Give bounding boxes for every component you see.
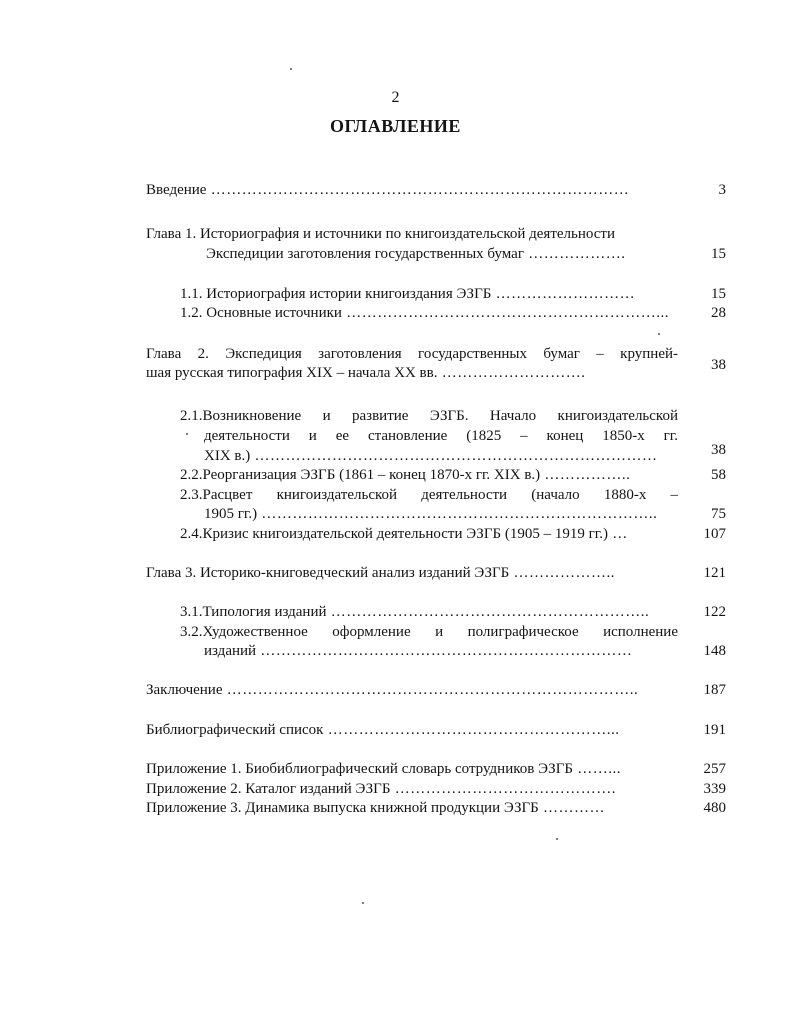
toc-entry-ch1-line1: Глава 1. Историография и источники по книгоиздательской деятельности	[146, 226, 616, 242]
toc-page-s23: 75	[711, 506, 726, 522]
scan-speck	[362, 902, 364, 904]
toc-entry-ch2-line2: шая русская типография XIX – начала XX вв. ……………………….	[146, 365, 586, 381]
toc-entry-ch3: Глава 3. Историко-книговедческий анализ изданий ЭЗГБ ………………..	[146, 565, 616, 581]
toc-entry-bibliography: Библиографический список ………………………………………………...	[146, 722, 620, 738]
toc-entry-s32-line2: изданий ………………………………………………………………	[204, 643, 633, 659]
toc-entry-s31: 3.1.Типология изданий ……………………………………………………..	[180, 604, 650, 620]
toc-entry-s21-line2: деятельности и ее становление (1825 – конец 1850-х гг.	[204, 428, 678, 444]
toc-page-bibliography: 191	[703, 722, 726, 738]
toc-page-ch2: 38	[711, 357, 726, 373]
page-title: ОГЛАВЛЕНИЕ	[330, 116, 461, 136]
toc-entry-s24: 2.4.Кризис книгоиздательской деятельности ЭЗГБ (1905 – 1919 гг.) …	[180, 526, 628, 542]
scan-speck	[290, 68, 292, 70]
toc-entry-s32-line1: 3.2.Художественное оформление и полиграфическое исполнение	[180, 624, 678, 640]
toc-entry-s21-line3: XIX в.) ……………………………………………………………………	[204, 448, 658, 464]
toc-page-appendix-1: 257	[703, 761, 726, 777]
toc-entry-s11: 1.1. Историография истории книгоиздания ЭЗГБ ………………………	[180, 286, 636, 302]
toc-page-s24: 107	[703, 526, 726, 542]
toc-entry-s23-line2: 1905 гг.) …………………………………………………………………..	[204, 506, 658, 522]
toc-entry-s12: 1.2. Основные источники ……………………………………………………...	[180, 305, 669, 321]
toc-page-ch1: 15	[711, 246, 726, 262]
scan-speck	[658, 333, 660, 335]
toc-page-appendix-3: 480	[703, 800, 726, 816]
toc-entry-appendix-1: Приложение 1. Биобиблиографический словарь сотрудников ЭЗГБ ……...	[146, 761, 621, 777]
toc-page-s22: 58	[711, 467, 726, 483]
scan-speck	[556, 838, 558, 840]
toc-entry-appendix-3: Приложение 3. Динамика выпуска книжной продукции ЭЗГБ …………	[146, 800, 605, 816]
toc-entry-ch1-line2: Экспедиции заготовления государственных бумаг ……………….	[206, 246, 626, 262]
toc-page-s11: 15	[711, 286, 726, 302]
toc-entry-conclusion: Заключение ……………………………………………………………………..	[146, 682, 639, 698]
page-number: 2	[391, 89, 400, 106]
toc-page-s32: 148	[703, 643, 726, 659]
toc-page-intro: 3	[718, 182, 726, 198]
toc-page-s31: 122	[703, 604, 726, 620]
toc-page-s12: 28	[711, 305, 726, 321]
toc-entry-intro: Введение ………………………………………………………………………	[146, 182, 630, 198]
toc-entry-ch2-line1: Глава 2. Экспедиция заготовления государственных бумаг – крупней-	[146, 346, 678, 362]
toc-entry-s22: 2.2.Реорганизация ЭЗГБ (1861 – конец 1870-х гг. XIX в.) ……………..	[180, 467, 631, 483]
toc-page-s21: 38	[711, 442, 726, 458]
toc-page-ch3: 121	[703, 565, 726, 581]
toc-entry-s21-line1: 2.1.Возникновение и развитие ЭЗГБ. Начало книгоиздательской	[180, 408, 678, 424]
toc-entry-appendix-2: Приложение 2. Каталог изданий ЭЗГБ …………………………………….	[146, 781, 616, 797]
toc-page-conclusion: 187	[703, 682, 726, 698]
scan-speck	[186, 433, 188, 435]
toc-page-appendix-2: 339	[703, 781, 726, 797]
toc-entry-s23-line1: 2.3.Расцвет книгоиздательской деятельности (начало 1880-х –	[180, 487, 678, 503]
